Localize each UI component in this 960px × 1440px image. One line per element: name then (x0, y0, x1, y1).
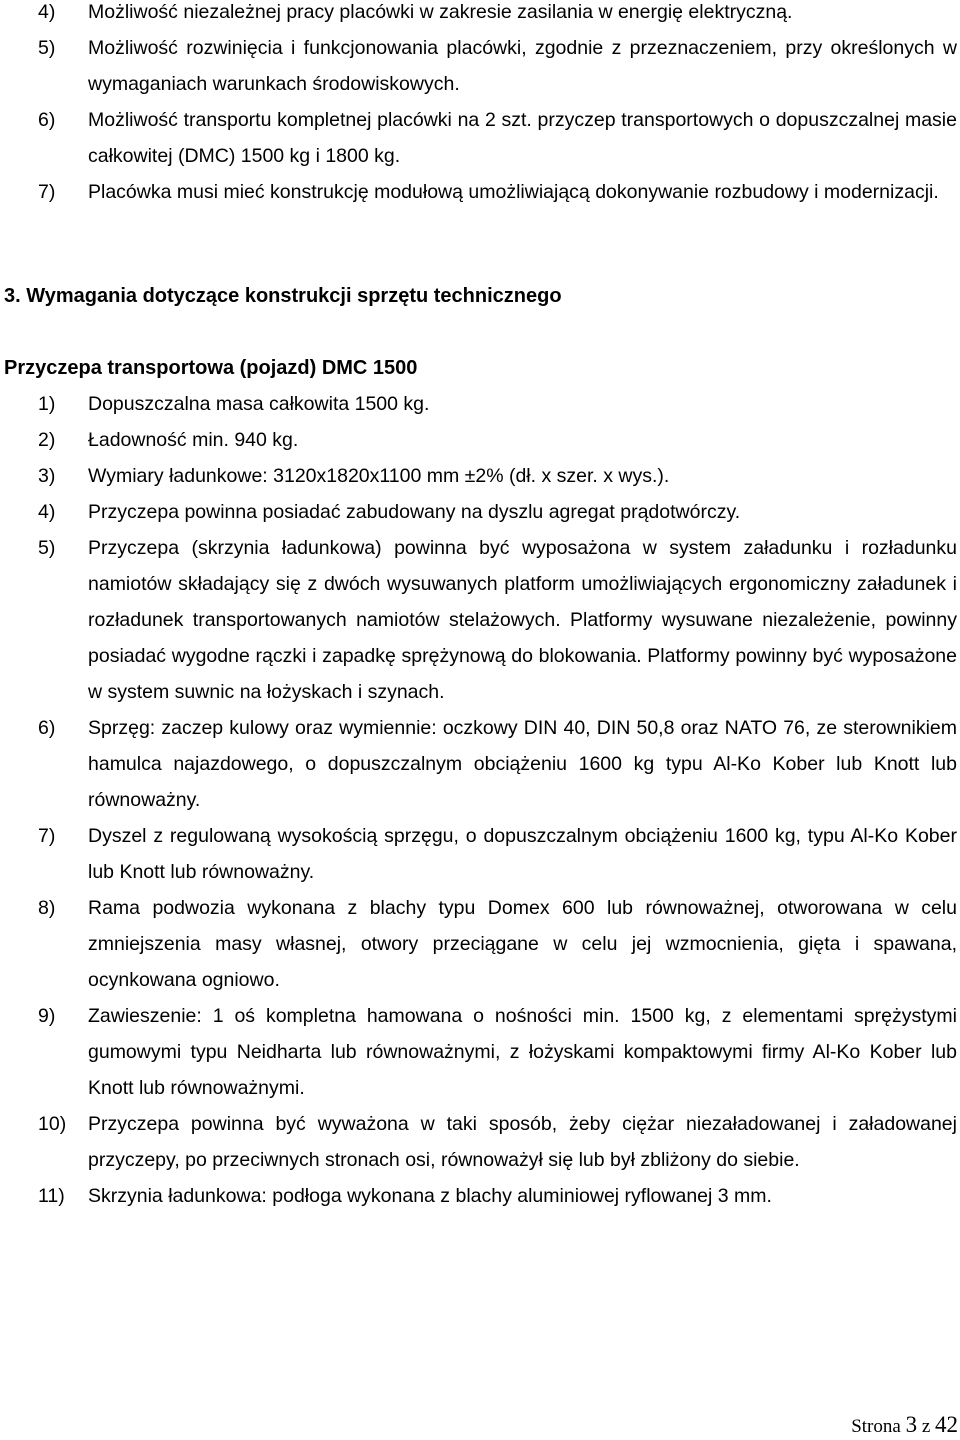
list-item (0, 494, 960, 530)
list-item (0, 530, 960, 710)
list-item-text: Wymiary ładunkowe: 3120x1820x1100 mm ±2% (dł. x szer. x wys.). (88, 465, 670, 487)
list-item-number: 6) (38, 109, 56, 131)
list-item-number: 10) (38, 1113, 67, 1135)
list-item (0, 1178, 960, 1214)
list-item-text: Skrzynia ładunkowa: podłoga wykonana z blachy aluminiowej ryflowanej 3 mm. (88, 1185, 772, 1207)
list-item-text: Możliwość niezależnej pracy placówki w zakresie zasilania w energię elektryczną. (88, 1, 793, 23)
list-item-text: Dyszel z regulowaną wysokością sprzęgu, o dopuszczalnym obciążeniu 1600 kg, typu Al-Ko Kober lub Knott lub równoważny. (88, 825, 957, 883)
list-item-number: 5) (38, 537, 56, 559)
list-item-text: Przyczepa (skrzynia ładunkowa) powinna być wyposażona w system załadunku i rozładunku namiotów składający się z dwóch wysuwanych platform umożliwiających ergonomiczny załadunek i rozładunek transportowanych namiotów stelażowych. Platformy wysuwane niezależenie, powinny posiadać wygodne rączki i zapadkę sprężynową do blokowania. Platformy powinny być wyposażone w system suwnic na łożyskach i szynach. (88, 537, 957, 703)
list-item-text: Ładowność min. 940 kg. (88, 429, 299, 451)
page-label: Strona (851, 1416, 906, 1437)
list-item (0, 890, 960, 998)
list-item (0, 458, 960, 494)
list-item (0, 818, 960, 890)
list-item (0, 422, 960, 458)
page-of-label: z (917, 1416, 935, 1437)
list-item-number: 1) (38, 393, 56, 415)
list-item (0, 30, 960, 102)
list-item (0, 386, 960, 422)
list-item-number: 2) (38, 429, 56, 451)
list-item-text: Przyczepa powinna posiadać zabudowany na dyszlu agregat prądotwórczy. (88, 501, 741, 523)
section-heading: 3. Wymagania dotyczące konstrukcji sprzętu technicznego (4, 285, 562, 307)
list-item-text: Rama podwozia wykonana z blachy typu Domex 600 lub równoważnej, otworowana w celu zmniejszenia masy własnej, otwory przeciągane w celu jej wzmocnienia, gięta i spawana, ocynkowana ogniowo. (88, 897, 957, 991)
list-item-text: Możliwość transportu kompletnej placówki na 2 szt. przyczep transportowych o dopuszczalnej masie całkowitej (DMC) 1500 kg i 1800 kg. (88, 109, 957, 167)
list-item-number: 7) (38, 181, 56, 203)
list-item-text: Przyczepa powinna być wyważona w taki sposób, żeby ciężar niezaładowanej i załadowanej przyczepy, po przeciwnych stronach osi, równoważył się lub był zbliżony do siebie. (88, 1113, 957, 1171)
list-item-number: 11) (38, 1185, 65, 1207)
list-item (0, 0, 960, 30)
list-item-number: 4) (38, 501, 56, 523)
list-item-text: Zawieszenie: 1 oś kompletna hamowana o nośności min. 1500 kg, z elementami sprężystymi gumowymi typu Neidharta lub równoważnymi, z łożyskami kompaktowymi firmy Al-Ko Kober lub Knott lub równoważnymi. (88, 1005, 957, 1099)
current-page-number: 3 (905, 1412, 918, 1437)
list-item-text: Możliwość rozwinięcia i funkcjonowania placówki, zgodnie z przeznaczeniem, przy określonych w wymaganiach warunkach środowiskowych. (88, 37, 957, 95)
list-item-text: Dopuszczalna masa całkowita 1500 kg. (88, 393, 430, 415)
page-number-footer (851, 1412, 958, 1440)
list-item (0, 1106, 960, 1178)
list-item-number: 3) (38, 465, 56, 487)
list-item-number: 9) (38, 1005, 56, 1027)
total-pages-number: 42 (935, 1412, 958, 1437)
list-item-number: 5) (38, 37, 56, 59)
list-item (0, 710, 960, 818)
list-item (0, 998, 960, 1106)
list-item-number: 7) (38, 825, 56, 847)
requirements-list-top (0, 0, 960, 210)
list-item (0, 174, 960, 210)
list-item-number: 4) (38, 1, 56, 23)
list-item-text: Sprzęg: zaczep kulowy oraz wymiennie: oczkowy DIN 40, DIN 50,8 oraz NATO 76, ze sterownikiem hamulca najazdowego, o dopuszczalnym obciążeniu 1600 kg typu Al-Ko Kober lub Knott lub równoważny. (88, 717, 957, 811)
trailer-subheading: Przyczepa transportowa (pojazd) DMC 1500 (4, 357, 418, 379)
list-item-text: Placówka musi mieć konstrukcję modułową umożliwiającą dokonywanie rozbudowy i modernizacji. (88, 181, 939, 203)
list-item (0, 102, 960, 174)
list-item-number: 6) (38, 717, 56, 739)
trailer-requirements-list (0, 386, 960, 1214)
list-item-number: 8) (38, 897, 56, 919)
